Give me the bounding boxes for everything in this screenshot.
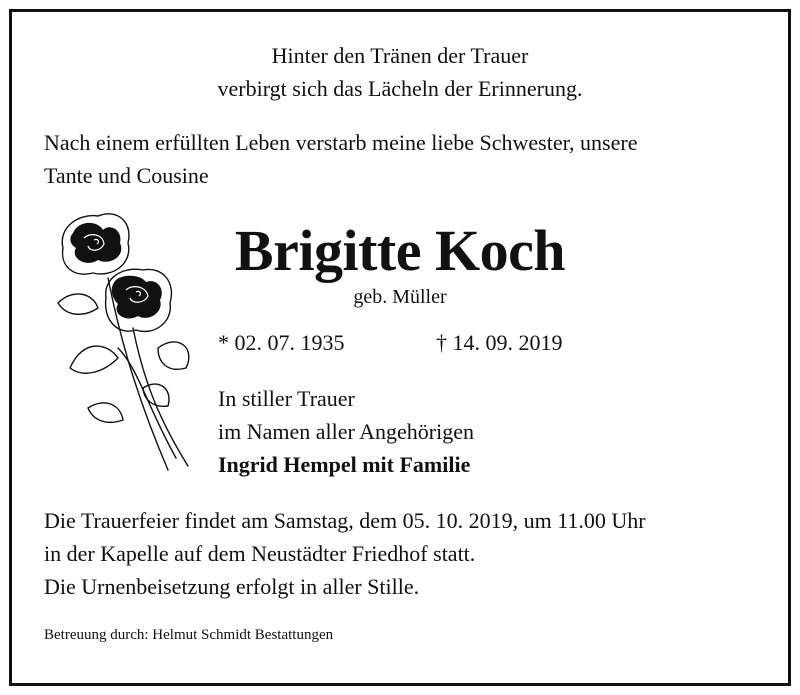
birth-date: * 02. 07. 1935	[218, 330, 345, 355]
mourners-line-2: im Namen aller Angehörigen	[218, 419, 474, 444]
deceased-name: Brigitte Koch	[234, 218, 566, 283]
death-date: † 14. 09. 2019	[436, 330, 563, 355]
mourners-family: Ingrid Hempel mit Familie	[218, 452, 471, 477]
service-line-1: Die Trauerfeier findet am Samstag, dem 05. 10. 2019, um 11.00 Uhr	[44, 508, 646, 533]
intro-line-1: Nach einem erfüllten Leben verstarb meine liebe Schwester, unsere	[44, 130, 638, 155]
motto-line-1: Hinter den Tränen der Trauer	[271, 43, 529, 68]
motto-line-2: verbirgt sich das Lächeln der Erinnerung.	[217, 76, 583, 101]
maiden-name: geb. Müller	[353, 286, 447, 308]
service-line-3: Die Urnenbeisetzung erfolgt in aller Stille.	[44, 574, 420, 599]
funeral-home-credit: Betreuung durch: Helmut Schmidt Bestattungen	[44, 627, 334, 643]
service-line-2: in der Kapelle auf dem Neustädter Friedhof statt.	[44, 541, 476, 566]
mourners-line-1: In stiller Trauer	[218, 386, 355, 411]
intro-line-2: Tante und Cousine	[44, 163, 209, 188]
